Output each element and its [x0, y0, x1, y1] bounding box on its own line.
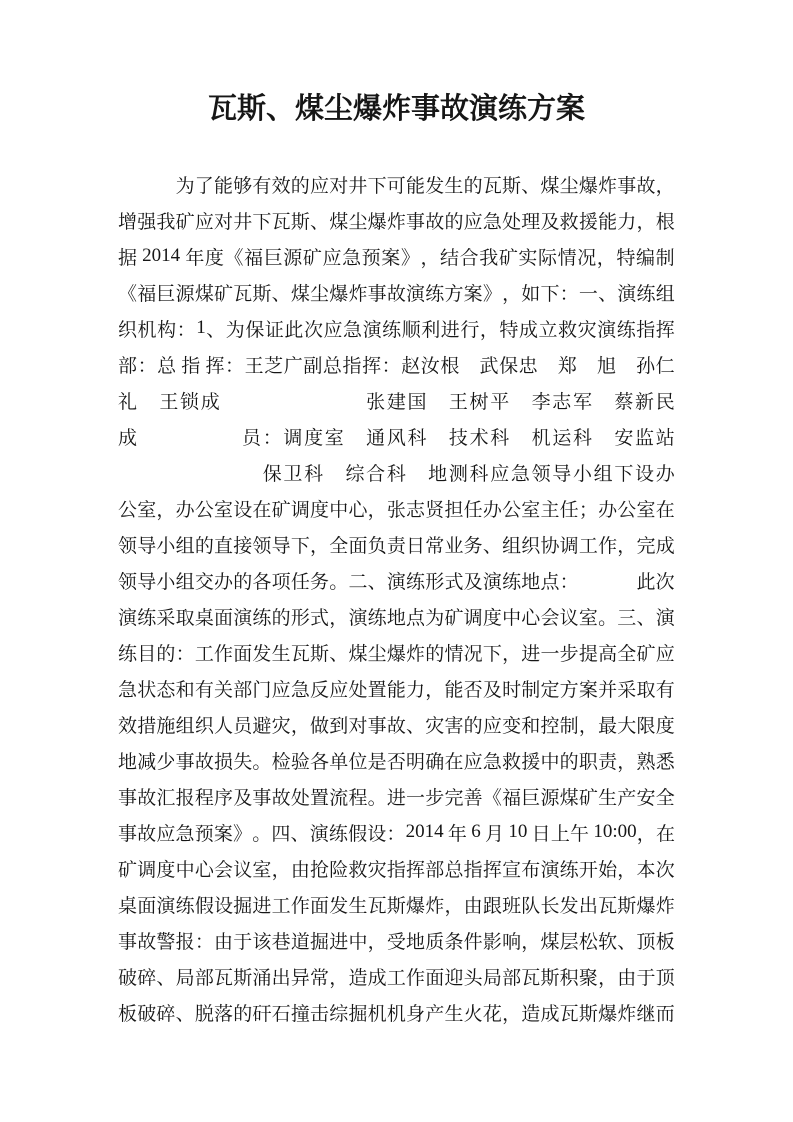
document-body	[118, 166, 675, 1030]
body-line: 桌 面 演 练 假 设 掘 进 工 作 面 发 生 瓦 斯 爆 炸 ， 由 跟 班 队 长 发 出 瓦 斯 爆 炸	[118, 895, 675, 917]
body-line: 织 机 构 ： 1 、 为 保 证 此 次 应 急 演 练 顺 利 进 行 ， 特 成 立 救 灾 演 练 指 挥	[118, 317, 675, 341]
body-line: 增 强 我 矿 应 对 井 下 瓦 斯 、 煤 尘 爆 炸 事 故 的 应 急 处 理 及 救 援 能 力 ， 根	[118, 211, 675, 233]
body-line: 部 ： 总 指 挥 ： 王 芝 广 副 总 指 挥 ： 赵 汝 根 武 保 忠 郑 旭 孙 仁	[118, 355, 675, 377]
body-line: 领 导 小 组 交 办 的 各 项 任 务 。 二 、 演 练 形 式 及 演 练 地 点 ： 此 次	[118, 571, 675, 593]
body-line: 礼 王 锁 成 张 建 国 王 树 平 李 志 军 蔡 新 民	[118, 391, 675, 413]
body-line: 事 故 应 急 预 案 》 。 四 、 演 练 假 设 ： 2014 年 6 月 10 日 上 午 10:00 ， 在	[118, 821, 675, 845]
body-line: 保 卫 科 综 合 科 地 测 科 应 急 领 导 小 组 下 设 办	[262, 463, 675, 485]
page-title: 瓦斯、煤尘爆炸事故演练方案	[207, 93, 585, 125]
body-line: 练 目 的 ： 工 作 面 发 生 瓦 斯 、 煤 尘 爆 炸 的 情 况 下 ， 进 一 步 提 高 全 矿 应	[118, 643, 675, 665]
body-line: 成 员 ： 调 度 室 通 风 科 技 术 科 机 运 科 安 监 站	[118, 427, 675, 449]
body-line: 据 2014 年 度 《 福 巨 源 矿 应 急 预 案 》 ， 结 合 我 矿 实 际 情 况 ， 特 编 制	[118, 245, 675, 269]
body-line: 《 福 巨 源 煤 矿 瓦 斯 、 煤 尘 爆 炸 事 故 演 练 方 案 》 ， 如 下 ： 一 、 演 练 组	[118, 283, 675, 305]
body-line: 为 了 能 够 有 效 的 应 对 井 下 可 能 发 生 的 瓦 斯 、 煤 尘 爆 炸 事 故 ，	[175, 175, 675, 197]
body-line: 演 练 采 取 桌 面 演 练 的 形 式 ， 演 练 地 点 为 矿 调 度 中 心 会 议 室 。 三 、 演	[118, 607, 675, 629]
body-line: 矿 调 度 中 心 会 议 室 ， 由 抢 险 救 灾 指 挥 部 总 指 挥 宣 布 演 练 开 始 ， 本 次	[118, 859, 675, 881]
body-line: 急 状 态 和 有 关 部 门 应 急 反 应 处 置 能 力 ， 能 否 及 时 制 定 方 案 并 采 取 有	[118, 679, 675, 701]
body-line: 公 室 ， 办 公 室 设 在 矿 调 度 中 心 ， 张 志 贤 担 任 办 公 室 主 任 ； 办 公 室 在	[118, 499, 675, 521]
body-line: 领 导 小 组 的 直 接 领 导 下 ， 全 面 负 责 日 常 业 务 、 组 织 协 调 工 作 ， 完 成	[118, 535, 675, 557]
body-line: 事 故 汇 报 程 序 及 事 故 处 置 流 程 。 进 一 步 完 善 《 福 巨 源 煤 矿 生 产 安 全	[118, 787, 675, 809]
body-line: 事 故 警 报 ： 由 于 该 巷 道 掘 进 中 ， 受 地 质 条 件 影 响 ， 煤 层 松 软 、 顶 板	[118, 931, 675, 953]
body-line: 地 减 少 事 故 损 失 。 检 验 各 单 位 是 否 明 确 在 应 急 救 援 中 的 职 责 ， 熟 悉	[118, 751, 675, 773]
body-line: 效 措 施 组 织 人 员 避 灾 ， 做 到 对 事 故 、 灾 害 的 应 变 和 控 制 ， 最 大 限 度	[118, 715, 675, 737]
body-line: 破 碎 、 局 部 瓦 斯 涌 出 异 常 ， 造 成 工 作 面 迎 头 局 部 瓦 斯 积 聚 ， 由 于 顶	[118, 967, 675, 989]
body-line: 板 破 碎 、 脱 落 的 矸 石 撞 击 综 掘 机 机 身 产 生 火 花 ， 造 成 瓦 斯 爆 炸 继 而	[118, 1003, 675, 1025]
